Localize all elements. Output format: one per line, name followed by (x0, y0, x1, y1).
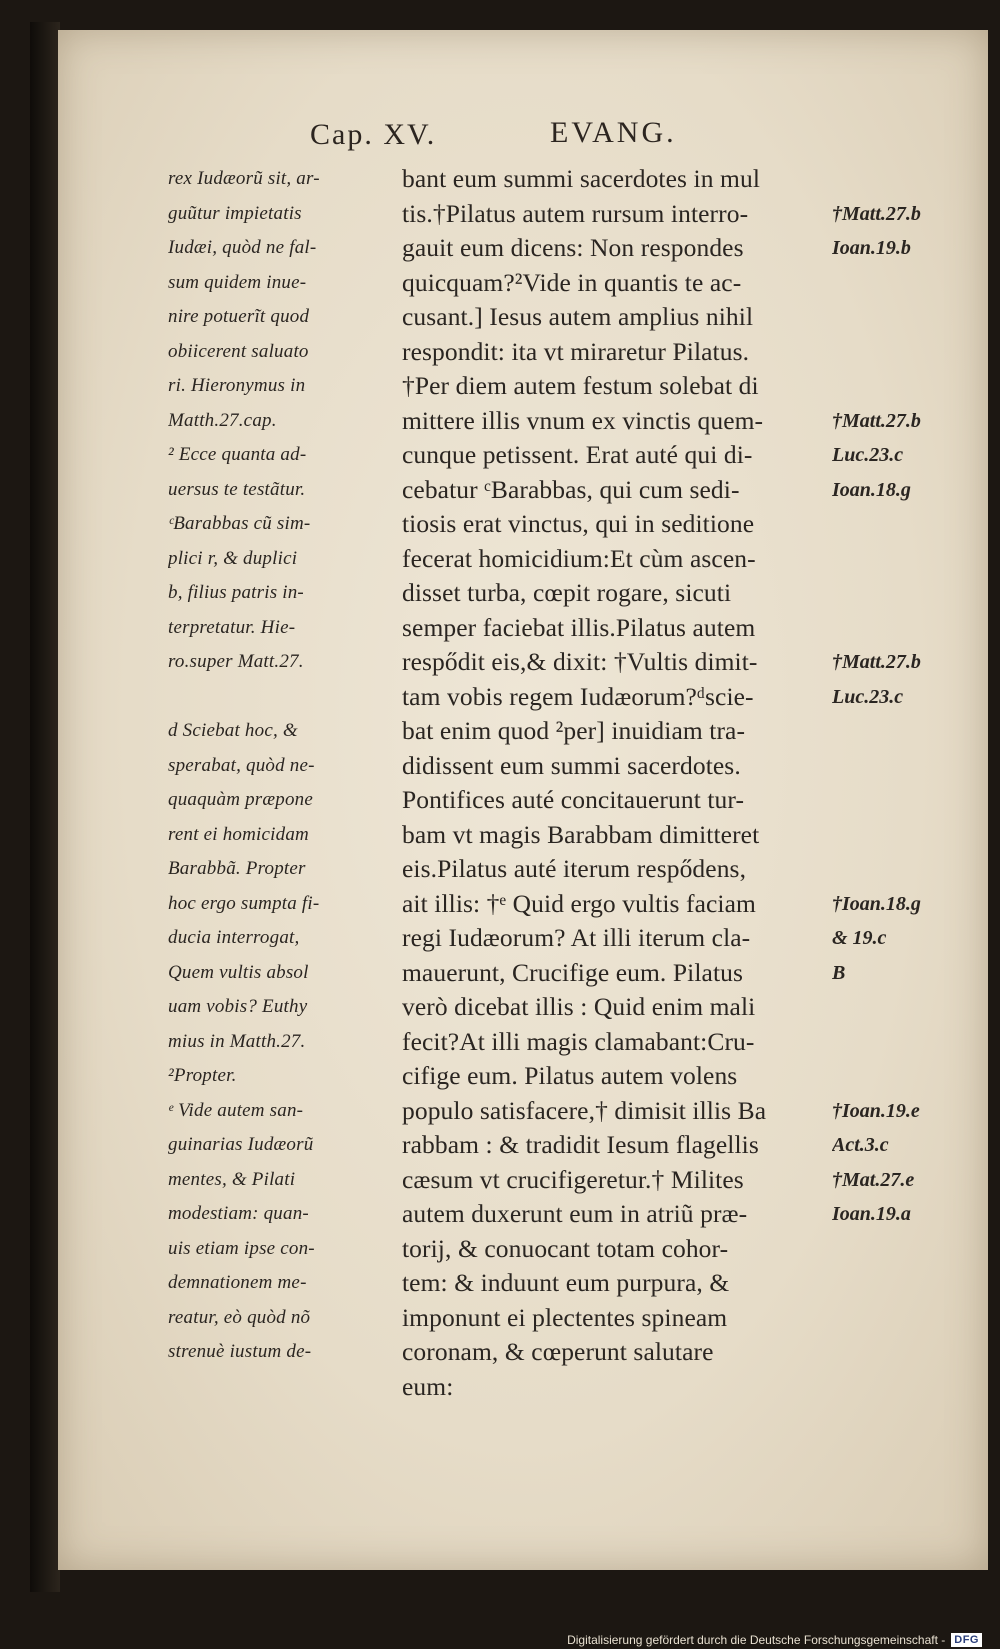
marginal-note-line: hoc ergo sumpta fi- (168, 892, 320, 914)
text-line: †Per diem autem festum solebat di (402, 371, 759, 400)
marginal-note-line: Barabbã. Propter (168, 858, 306, 879)
reference-line (832, 1370, 982, 1405)
text-line: cunque petissent. Erat auté qui di- (402, 440, 753, 469)
reference-line (832, 611, 982, 646)
marginal-note-line: ᶜBarabbas cũ sim- (168, 513, 311, 534)
marginal-note-line: uersus te testãtur. (168, 478, 306, 500)
marginal-note-line: d Sciebat hoc, & (168, 720, 298, 741)
marginal-note-line: Iudæi, quòd ne fal- (168, 237, 317, 258)
text-line: tam vobis regem Iudæorum?ᵈscie- (402, 681, 754, 711)
marginal-note-line: ducia interrogat, (168, 927, 300, 948)
text-line: Pontifices auté concitauerunt tur- (402, 785, 745, 814)
reference-line (832, 300, 982, 335)
reference-line (832, 714, 982, 749)
text-line: ait illis: †ᵉ Quid ergo vultis faciam (402, 888, 756, 918)
text-line: respondit: ita vt miraretur Pilatus. (402, 336, 750, 366)
reference-line (832, 576, 982, 611)
reference-line (832, 507, 982, 542)
text-line: populo satisfacere,† dimisit illis Ba (402, 1095, 767, 1125)
text-line: didissent eum summi sacerdotes. (402, 750, 741, 780)
marginal-note-line: b, filius patris in- (168, 582, 304, 603)
reference-line: Luc.23.c (832, 444, 904, 466)
text-line: eis.Pilatus auté iterum respődens, (402, 854, 747, 883)
reference-line (832, 1266, 982, 1301)
marginal-note-line (168, 1370, 398, 1405)
dfg-logo: DFG (951, 1633, 982, 1647)
text-line: coronam, & cœperunt salutare (402, 1337, 714, 1366)
marginal-note-line: terpretatur. Hie- (168, 616, 296, 638)
marginal-note-line: sperabat, quòd ne- (168, 754, 315, 776)
marginal-note-line: ro.super Matt.27. (168, 651, 304, 672)
reference-line: †Ioan.19.e (832, 1099, 920, 1122)
text-line: fecerat homicidium:Et cùm ascen- (402, 543, 756, 573)
reference-line (832, 1232, 982, 1267)
text-line: regi Iudæorum? At illi iterum cla- (402, 923, 751, 952)
reference-line: B (832, 961, 846, 984)
marginal-note-line: mius in Matth.27. (168, 1030, 306, 1052)
text-line: torij, & conuocant totam cohor- (402, 1233, 729, 1263)
text-line: eum: (402, 1371, 454, 1401)
reference-line (832, 1025, 982, 1060)
reference-line (832, 335, 982, 370)
text-line: disset turba, cœpit rogare, sicuti (402, 578, 732, 607)
book-spine-shadow (30, 22, 60, 1592)
marginal-commentary-column (168, 162, 398, 1404)
marginal-note-line: reatur, eò quòd nõ (168, 1306, 311, 1328)
reference-line (832, 542, 982, 577)
chapter-heading: Cap. XV. (310, 118, 437, 151)
reference-line: Ioan.19.a (832, 1203, 911, 1225)
text-line: cebatur ᶜBarabbas, qui cum sedi- (402, 474, 740, 504)
reference-line (832, 818, 982, 853)
reference-line: †Ioan.18.g (832, 892, 921, 915)
text-line: mauerunt, Crucifige eum. Pilatus (402, 957, 743, 987)
marginal-note-line: ri. Hieronymus in (168, 375, 306, 396)
marginal-note-line: Matth.27.cap. (168, 409, 277, 431)
text-line: cifige eum. Pilatus autem volens (402, 1061, 738, 1090)
reference-line: †Matt.27.b (832, 651, 921, 673)
reference-line (832, 266, 982, 301)
reference-line (832, 749, 982, 784)
marginal-note-line: plici r, & duplici (168, 547, 298, 569)
reference-line (832, 1335, 982, 1370)
text-line: respődit eis,& dixit: †Vultis dimit- (402, 647, 758, 676)
reference-line: †Matt.27.b (832, 202, 921, 225)
marginal-note-line: sum quidem inue- (168, 271, 307, 293)
marginal-note-line: strenuè iustum de- (168, 1341, 312, 1362)
text-line: cusant.] Iesus autem amplius nihil (402, 302, 754, 331)
footer-credit (567, 1633, 982, 1647)
reference-line (832, 852, 982, 887)
text-line: quicquam?²Vide in quantis te ac- (402, 267, 742, 297)
text-line: imponunt ei plectentes spineam (402, 1302, 728, 1332)
text-line: tiosis erat vinctus, qui in seditione (402, 509, 755, 538)
text-line: bam vt magis Barabbam dimitteret (402, 819, 760, 849)
marginal-note-line: ᵉ Vide autem san- (168, 1099, 304, 1121)
text-line: mittere illis vnum ex vinctis quem- (402, 405, 764, 435)
marginal-note-line: mentes, & Pilati (168, 1168, 296, 1190)
marginal-note-line: quaquàm præpone (168, 789, 313, 810)
marginal-note-line: ² Ecce quanta ad- (168, 444, 307, 465)
marginal-note-line: demnationem me- (168, 1272, 307, 1293)
text-line: bat enim quod ²per] inuidiam tra- (402, 716, 746, 745)
marginal-note-line: rex Iudæorũ sit, ar- (168, 168, 320, 189)
reference-line (832, 990, 982, 1025)
reference-line (832, 1301, 982, 1336)
cross-reference-column (832, 162, 982, 1404)
marginal-note-line: modestiam: quan- (168, 1203, 309, 1224)
marginal-note-line: Quem vultis absol (168, 961, 309, 983)
text-line: tis.†Pilatus autem rursum interro- (402, 198, 749, 228)
main-text-column (402, 162, 847, 1404)
text-line: bant eum summi sacerdotes in mul (402, 164, 761, 193)
marginal-note-line: nire potuerĩt quod (168, 306, 310, 327)
reference-line: Ioan.18.g (832, 478, 911, 501)
marginal-note-line: uam vobis? Euthy (168, 996, 308, 1017)
reference-line (832, 783, 982, 818)
reference-line: Luc.23.c (832, 685, 904, 708)
marginal-note-line: rent ei homicidam (168, 823, 309, 845)
footer-text: Digitalisierung gefördert durch die Deutsche Forschungsgemeinschaft - (567, 1633, 946, 1647)
text-line: gauit eum dicens: Non respondes (402, 233, 744, 262)
reference-line: †Mat.27.e (832, 1168, 915, 1191)
reference-line: Act.3.c (832, 1134, 889, 1156)
reference-line: & 19.c (832, 927, 887, 949)
reference-line (832, 162, 982, 197)
book-title-heading: EVANG. (550, 116, 677, 149)
marginal-note-line: guũtur impietatis (168, 202, 302, 224)
text-line: cæsum vt crucifigeretur.† Milites (402, 1164, 744, 1194)
marginal-note-line: guinarias Iudæorũ (168, 1134, 314, 1155)
text-line: semper faciebat illis.Pilatus autem (402, 612, 756, 642)
text-line: rabbam : & tradidit Iesum flagellis (402, 1130, 759, 1159)
marginal-note-line: obiicerent saluato (168, 340, 309, 362)
reference-line (832, 1059, 982, 1094)
reference-line: Ioan.19.b (832, 237, 911, 259)
marginal-note-line: uis etiam ipse con- (168, 1237, 315, 1259)
marginal-note-line: ²Propter. (168, 1065, 237, 1086)
text-line: verò dicebat illis : Quid enim mali (402, 992, 756, 1021)
text-line: fecit?At illi magis clamabant:Cru- (402, 1026, 755, 1056)
text-line: autem duxerunt eum in atriũ præ- (402, 1199, 748, 1228)
reference-line: †Matt.27.b (832, 409, 921, 432)
marginal-note-line (168, 680, 398, 715)
text-line: tem: & induunt eum purpura, & (402, 1268, 730, 1297)
reference-line (832, 369, 982, 404)
